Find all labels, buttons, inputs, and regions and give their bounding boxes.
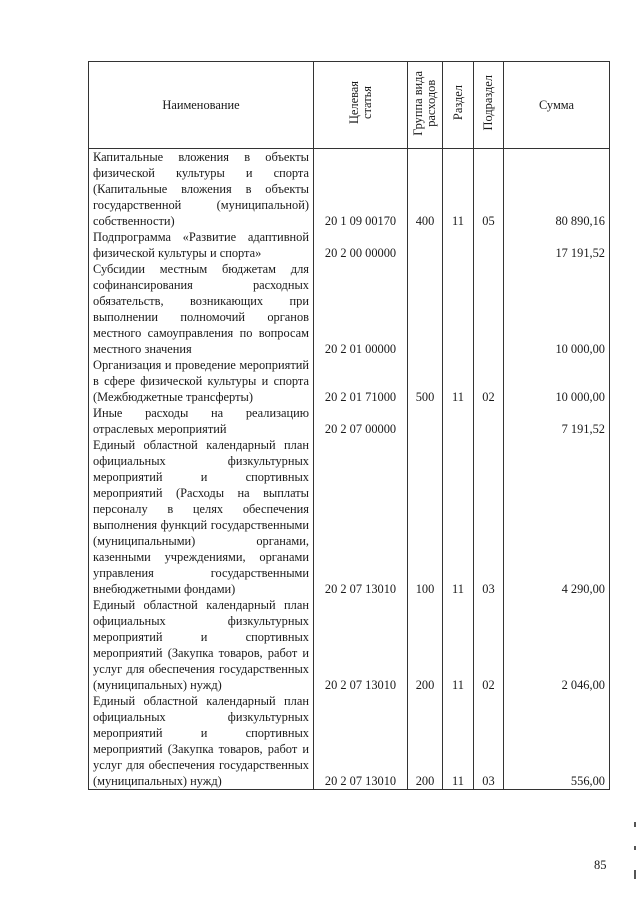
row-name: Иные расходы на реализацию отраслевых мероприятий <box>89 405 314 437</box>
row-amount: 80 890,16 <box>504 149 610 230</box>
scan-edge-mark <box>634 822 636 827</box>
row-amount: 4 290,00 <box>504 437 610 597</box>
row-code: 20 1 09 00170 <box>314 149 408 230</box>
table-row <box>89 149 610 230</box>
row-name: Единый областной календарный план официальных физкультурных мероприятий и спортивных мероприятий (Закупка товаров, работ и услуг для обеспечения государственных (муниципальных) нужд) <box>89 597 314 693</box>
row-code: 20 2 00 00000 <box>314 229 408 261</box>
row-amount: 10 000,00 <box>504 261 610 357</box>
row-section: 11 <box>443 357 474 405</box>
row-subsection: 02 <box>474 597 504 693</box>
row-section <box>443 229 474 261</box>
row-subsection: 02 <box>474 357 504 405</box>
row-name: Капитальные вложения в объекты физической культуры и спорта (Капитальные вложения в объекты государственной (муниципальной) собственности) <box>89 149 314 230</box>
row-section <box>443 261 474 357</box>
table-row <box>89 405 610 437</box>
row-group: 100 <box>408 437 443 597</box>
row-section: 11 <box>443 437 474 597</box>
row-subsection: 03 <box>474 693 504 790</box>
table-row <box>89 261 610 357</box>
header-code: Целевая статья <box>314 62 408 149</box>
row-amount: 2 046,00 <box>504 597 610 693</box>
row-amount: 7 191,52 <box>504 405 610 437</box>
row-amount: 556,00 <box>504 693 610 790</box>
header-subsection: Подраздел <box>474 62 504 149</box>
table-row <box>89 229 610 261</box>
row-code: 20 2 07 00000 <box>314 405 408 437</box>
row-subsection <box>474 405 504 437</box>
row-code: 20 2 07 13010 <box>314 437 408 597</box>
row-subsection: 03 <box>474 437 504 597</box>
row-subsection <box>474 229 504 261</box>
table-header-row <box>89 62 610 149</box>
row-section: 11 <box>443 693 474 790</box>
row-section: 11 <box>443 597 474 693</box>
row-group: 200 <box>408 693 443 790</box>
row-code: 20 2 01 00000 <box>314 261 408 357</box>
header-amount: Сумма <box>504 62 610 149</box>
row-group: 400 <box>408 149 443 230</box>
row-name: Подпрограмма «Развитие адаптивной физической культуры и спорта» <box>89 229 314 261</box>
page-number: 85 <box>594 858 607 872</box>
scan-edge-mark <box>634 846 636 850</box>
header-name: Наименование <box>89 62 314 149</box>
row-group <box>408 229 443 261</box>
row-group: 200 <box>408 597 443 693</box>
row-name: Организация и проведение мероприятий в сфере физической культуры и спорта (Межбюджетные трансферты) <box>89 357 314 405</box>
row-amount: 10 000,00 <box>504 357 610 405</box>
budget-table <box>88 61 610 790</box>
row-name: Единый областной календарный план официальных физкультурных мероприятий и спортивных мероприятий (Расходы на выплаты персоналу в целях обеспечения выполнения функций государственными (муниципальными) органами, казенными учреждениями, органами управления государственными внебюджетными фондами) <box>89 437 314 597</box>
row-section: 11 <box>443 149 474 230</box>
table-row <box>89 597 610 693</box>
row-code: 20 2 01 71000 <box>314 357 408 405</box>
table-row <box>89 693 610 790</box>
row-group: 500 <box>408 357 443 405</box>
row-name: Субсидии местным бюджетам для софинансирования расходных обязательств, возникающих при выполнении полномочий органов местного самоуправления по вопросам местного значения <box>89 261 314 357</box>
row-code: 20 2 07 13010 <box>314 597 408 693</box>
row-amount: 17 191,52 <box>504 229 610 261</box>
row-code: 20 2 07 13010 <box>314 693 408 790</box>
header-group: Группа вида расходов <box>408 62 443 149</box>
row-subsection <box>474 261 504 357</box>
row-section <box>443 405 474 437</box>
row-subsection: 05 <box>474 149 504 230</box>
scan-edge-mark <box>634 870 636 879</box>
table-row <box>89 357 610 405</box>
header-section: Раздел <box>443 62 474 149</box>
row-group <box>408 405 443 437</box>
row-name: Единый областной календарный план официальных физкультурных мероприятий и спортивных мероприятий (Закупка товаров, работ и услуг для обеспечения государственных (муниципальных) нужд) <box>89 693 314 790</box>
row-group <box>408 261 443 357</box>
table-row <box>89 437 610 597</box>
